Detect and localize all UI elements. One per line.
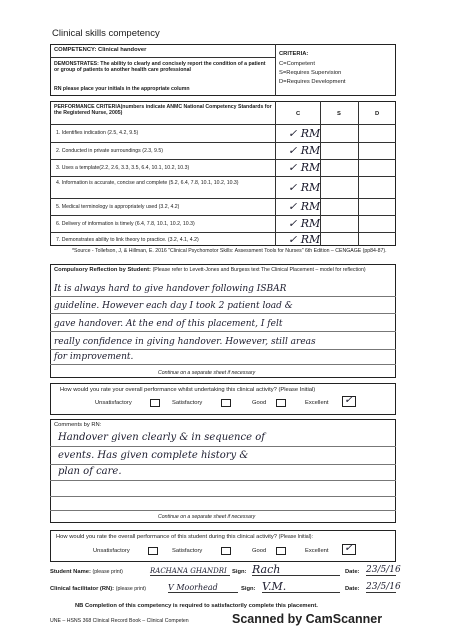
student-rating-question: How would you rate your overall performance whilst undertaking this clinical activity? (Please Initial) <box>60 387 316 393</box>
row-rule <box>50 124 396 125</box>
student-date-label: Date: <box>345 569 360 575</box>
criterion-5: 5. Medical terminology is appropriately used (3.2, 4.2) <box>56 204 180 210</box>
reflection-note: (Please refer to Levett-Jones and Burgess text The Clinical Placement – model for reflection) <box>152 267 366 273</box>
rn-checkbox-unsatisfactory[interactable] <box>148 547 158 555</box>
writing-line <box>50 510 396 511</box>
row-rule <box>50 142 396 143</box>
header-rule <box>50 57 275 58</box>
student-checkbox-excellent[interactable] <box>342 393 356 407</box>
rn-checkbox-excellent[interactable] <box>342 541 356 555</box>
initial-c-5: ✓ RM <box>288 200 321 213</box>
writing-line <box>50 331 396 332</box>
reflection-heading <box>54 267 389 274</box>
student-name-label: Student Name: <box>50 569 91 575</box>
comments-continue: Continue on a separate sheet if necessary <box>158 514 256 520</box>
header-divider <box>275 44 276 96</box>
criterion-7: 7. Demonstrates ability to link theory to practice. (3.2, 4.1, 4.2) <box>56 237 199 243</box>
initial-c-4: ✓ RM <box>288 181 321 194</box>
rn-checkbox-satisfactory[interactable] <box>221 547 231 555</box>
criterion-2: 2. Conducted in private surroundings (2.3, 9.5) <box>56 148 163 154</box>
writing-line <box>50 480 396 481</box>
source-citation: *Source - Tollefson, J, & Hillman, E. 2016 "Clinical Psychomotor Skills: Assessment Tools for Nurses" 6th Edition – CENGAGE (pp84-87). <box>72 248 387 254</box>
reflection-line-1: It is always hard to give handover following ISBAR <box>54 284 287 294</box>
initial-c-1: ✓ RM <box>288 127 321 140</box>
reflection-line-2: guideline. However each day I took 2 patient load & <box>54 301 293 311</box>
facilitator-date-value: 23/5/16 <box>366 582 401 592</box>
student-signature: Rach <box>252 563 340 576</box>
student-print-note: (please print) <box>92 569 123 575</box>
criteria-supervision: S=Requires Supervision <box>279 70 342 76</box>
demonstrates-text: DEMONSTRATES: The ability to clearly and concisely report the condition of a patient or group of patients to another health care professional <box>54 61 266 74</box>
facilitator-date-label: Date: <box>345 586 360 592</box>
comment-line-1: Handover given clearly & in sequence of <box>58 432 265 443</box>
row-rule <box>50 176 396 177</box>
writing-line <box>50 464 396 465</box>
writing-line <box>50 313 396 314</box>
criterion-6: 6. Delivery of information is timely (6.4, 7.8, 10.1, 10.2, 10.3) <box>56 221 195 227</box>
rn-rating-question: How would you rate the overall performance of this student during this clinical activity? <box>56 534 278 540</box>
criteria-competent: C=Competent <box>279 61 315 67</box>
checkmark-icon: ✓ <box>344 393 354 406</box>
writing-line <box>50 446 396 447</box>
rn-opt-excellent: Excellent <box>305 548 329 554</box>
col-d-label: D <box>375 111 380 117</box>
reflection-title: Compulsory Reflection by Student: <box>54 267 151 273</box>
facilitator-print-note: (please print) <box>115 586 147 592</box>
rn-rating-note: (Please Initial): <box>278 534 313 540</box>
row-rule <box>50 232 396 233</box>
facilitator-signature: V.M. <box>262 580 340 593</box>
initial-c-2: ✓ RM <box>288 144 321 157</box>
student-opt-satisfactory: Satisfactory <box>172 400 203 406</box>
writing-line <box>50 364 396 365</box>
writing-line <box>50 349 396 350</box>
rn-opt-good: Good <box>252 548 267 554</box>
student-checkbox-good[interactable] <box>276 399 286 407</box>
criteria-development: D=Requires Development <box>279 79 346 85</box>
criteria-title: CRITERIA: <box>279 51 309 57</box>
reflection-line-3: gave handover. At the end of this placement, I felt <box>54 319 283 329</box>
facilitator-label: Clinical facilitator (RN): <box>50 586 115 592</box>
rn-opt-unsatisfactory: Unsatisfactory <box>93 548 130 554</box>
initial-c-3: ✓ RM <box>288 161 321 174</box>
row-rule <box>50 198 396 199</box>
row-rule <box>50 159 396 160</box>
student-sign-label: Sign: <box>232 569 247 575</box>
comment-line-2: events. Has given complete history & <box>58 450 249 461</box>
comments-title: Comments by RN: <box>54 422 102 428</box>
reflection-continue: Continue on a separate sheet if necessary <box>158 370 256 376</box>
facilitator-sign-label: Sign: <box>241 586 256 592</box>
comment-line-3: plan of care. <box>58 466 122 477</box>
checkmark-icon: ✓ <box>344 541 354 554</box>
competency-label: COMPETENCY: Clinical handover <box>54 47 147 53</box>
writing-line <box>50 496 396 497</box>
col-s-label: S <box>337 111 341 117</box>
rn-note: RN please place your initials in the appropriate column <box>54 86 190 92</box>
col-divider-c <box>275 101 276 246</box>
reflection-line-4: really confidence in giving handover. However, still areas <box>54 337 316 347</box>
criterion-3: 3. Uses a template(2.2, 2.6, 3.3, 3.5, 6.4, 10.1, 10.2, 10.3) <box>56 165 190 171</box>
student-opt-good: Good <box>252 400 267 406</box>
initial-c-7: ✓ RM <box>288 233 321 246</box>
performance-header: PERFORMANCE CRITERIA(numbers indicate ANMC National Competency Standards for the Registered Nurse, 2005) <box>54 104 272 117</box>
rn-rating-question-wrap <box>56 534 394 541</box>
criterion-4: 4. Information is accurate, concise and complete (5.2, 6.4, 7.8, 10.1, 10.2, 10.3) <box>56 180 239 186</box>
facilitator-row <box>50 586 146 593</box>
student-name-value: RACHANA GHANDRI <box>150 567 230 576</box>
col-divider-d <box>358 101 359 246</box>
reflection-line-5: for improvement. <box>54 352 134 362</box>
criterion-1: 1. Identifies indication (2.5, 4.2, 9.5) <box>56 130 139 136</box>
scanner-watermark: Scanned by CamScanner <box>232 612 383 626</box>
completion-note: NB Completion of this competency is required to satisfactorily complete this placement. <box>75 603 318 609</box>
writing-line <box>50 296 396 297</box>
row-rule <box>50 215 396 216</box>
col-c-label: C <box>296 111 301 117</box>
student-opt-unsatisfactory: Unsatisfactory <box>95 400 132 406</box>
footer-left: UNE – HSNS 368 Clinical Record Book – Clinical Competen <box>50 618 189 624</box>
student-checkbox-unsatisfactory[interactable] <box>150 399 160 407</box>
initial-c-6: ✓ RM <box>288 217 321 230</box>
student-opt-excellent: Excellent <box>305 400 329 406</box>
student-date-value: 23/5/16 <box>366 565 401 575</box>
facilitator-name-value: V Moorhead <box>168 583 238 593</box>
rn-opt-satisfactory: Satisfactory <box>172 548 203 554</box>
rn-checkbox-good[interactable] <box>276 547 286 555</box>
student-name-row <box>50 569 123 576</box>
page-title: Clinical skills competency <box>52 28 160 39</box>
student-checkbox-satisfactory[interactable] <box>221 399 231 407</box>
